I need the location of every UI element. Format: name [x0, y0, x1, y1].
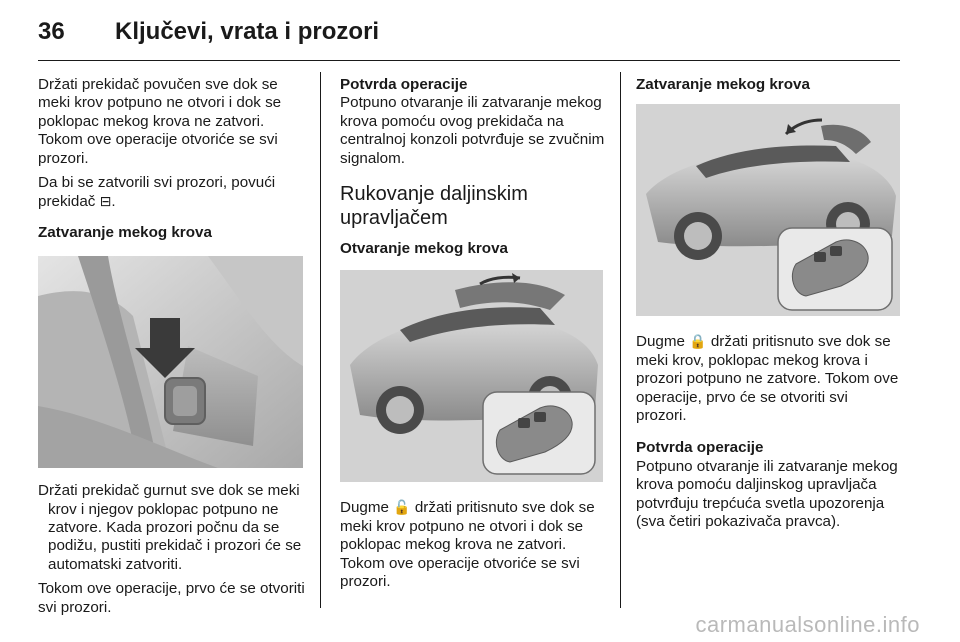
left-paragraph-3: Držati prekidač gurnut sve dok se meki krov i njegov poklopac potpuno ne zatvore. Kada prozori počnu da se podižu, pustiti prekidač i prozori će se automatski zatvoriti. [38, 482, 302, 573]
car-close-illustration [636, 104, 900, 316]
right-close-text-a: Dugme [636, 333, 690, 351]
right-confirm-text: Potpuno otvaranje ili zatvaranje mekog krova pomoću daljinskog upravljača potvrđuju trepćuća svetla upozorenja (sva četiri pokazivača pravca). [636, 457, 898, 531]
right-confirm-heading: Potvrda operacije [636, 439, 764, 457]
left-column [38, 76, 306, 623]
middle-confirm-heading: Potvrda operacije [340, 76, 468, 93]
left-paragraph-4: Tokom ove operacije, prvo će se otvoriti svi prozori. [38, 580, 305, 616]
middle-open-heading: Otvaranje mekog krova [340, 240, 508, 258]
middle-open-text-b: držati pritisnuto sve dok se meki krov potpuno ne otvori i dok se poklopac mekog krova ne zatvori. Tokom ove operacije otvoriće se svi prozori. [340, 499, 595, 591]
column-divider-1 [320, 72, 321, 608]
unlock-button-icon: 🔓 [393, 499, 411, 516]
middle-open-text-a: Dugme [340, 499, 394, 517]
roof-switch-icon: ⊟ [99, 193, 112, 210]
left-paragraph-1: Držati prekidač povučen sve dok se meki krov potpuno ne otvori i dok se poklopac mekog krova ne zatvori. Tokom ove operacije otvoriće se svi prozori. [38, 76, 282, 167]
left-paragraph-2-text: Da bi se zatvorili svi prozori, povući prekidač [38, 174, 276, 211]
right-close-text [636, 332, 902, 425]
car-open-illustration [340, 270, 603, 482]
lock-button-icon: 🔒 [689, 333, 707, 350]
left-heading-closing: Zatvaranje mekog krova [38, 223, 212, 241]
middle-confirm-text: Potpuno otvaranje ili zatvaranje mekog krova pomoću ovog prekidača na centralnoj konzoli potvrđuje se zvučnim signalom. [340, 94, 605, 167]
left-paragraph-2-end: . [111, 193, 116, 211]
right-close-heading: Zatvaranje mekog krova [636, 76, 810, 93]
page-title: Ključevi, vrata i prozori [115, 18, 380, 45]
right-column [636, 76, 902, 537]
car-open-figure [340, 270, 603, 482]
left-paragraph-2 [38, 174, 306, 212]
middle-open-text [340, 498, 606, 591]
console-switch-figure [38, 256, 303, 468]
console-switch-illustration [38, 256, 303, 468]
right-close-text-b: držati pritisnuto sve dok se meki krov, poklopac mekog krova i prozori potpuno ne zatvore. Tokom ove operacije, prvo će se otvoriti svi prozori. [636, 333, 899, 425]
header-rule [38, 60, 900, 61]
column-divider-2 [620, 72, 621, 608]
watermark: carmanualsonline.info [695, 612, 920, 637]
middle-section-title: Rukovanje daljinskim upravljačem [340, 183, 528, 230]
page-number: 36 [38, 18, 65, 45]
middle-column [340, 76, 606, 597]
car-close-figure [636, 104, 900, 316]
